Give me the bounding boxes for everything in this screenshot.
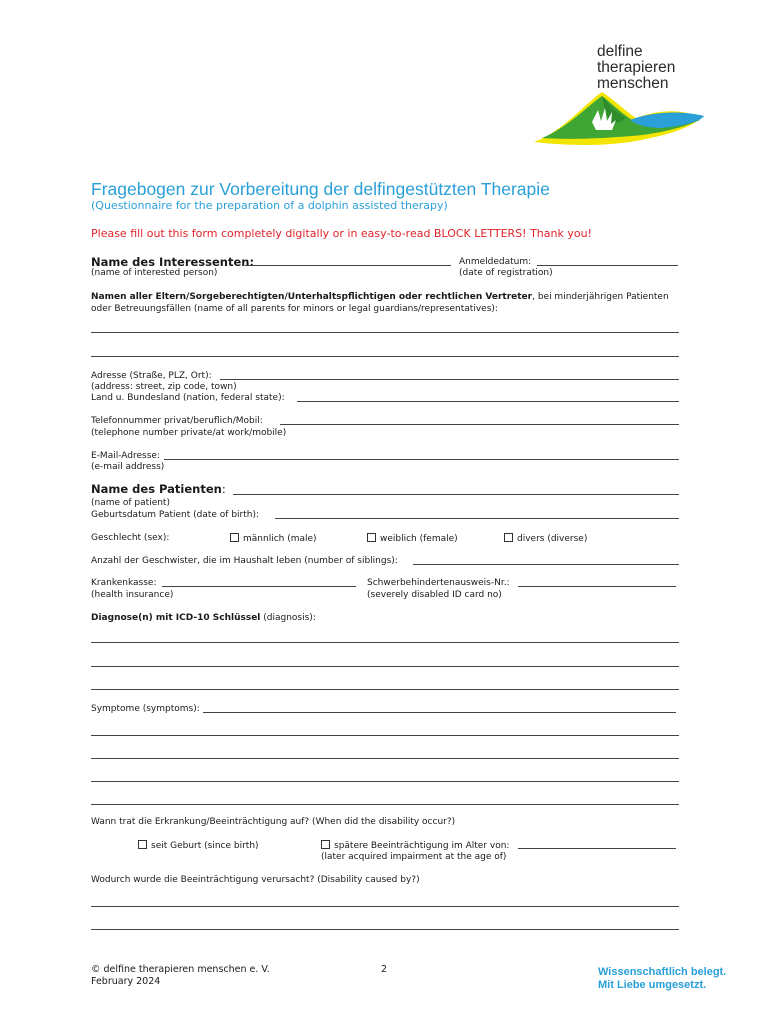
patient-name-sub: (name of patient) bbox=[91, 498, 170, 508]
dob-field[interactable] bbox=[275, 518, 679, 519]
logo-line-2: therapieren bbox=[597, 59, 676, 76]
onset-option-birth[interactable] bbox=[138, 840, 259, 852]
email-field[interactable] bbox=[164, 459, 679, 460]
registration-date-field[interactable] bbox=[537, 265, 678, 266]
diverse-checkbox[interactable] bbox=[504, 533, 513, 542]
parents-field-1[interactable] bbox=[91, 332, 679, 333]
logo-line-1: delfine bbox=[597, 43, 643, 60]
disabled-id-label: Schwerbehindertenausweis-Nr.: bbox=[367, 578, 510, 588]
interested-name-field[interactable] bbox=[245, 265, 451, 266]
diagnosis-field-3[interactable] bbox=[91, 689, 679, 690]
fill-instruction: Please fill out this form completely digitally or in easy-to-read BLOCK LETTERS! Thank you! bbox=[91, 227, 592, 240]
diagnosis-label-bold: Diagnose(n) mit ICD-10 Schlüssel bbox=[91, 613, 261, 623]
footer-copyright: © delfine therapieren menschen e. V. bbox=[91, 964, 270, 975]
patient-name-label bbox=[91, 483, 226, 496]
dob-label: Geburtsdatum Patient (date of birth): bbox=[91, 510, 260, 520]
insurance-sub: (health insurance) bbox=[91, 590, 174, 600]
state-field[interactable] bbox=[297, 401, 679, 402]
siblings-label: Anzahl der Geschwister, die im Haushalt leben (number of siblings): bbox=[91, 556, 398, 566]
page-subtitle: (Questionnaire for the preparation of a dolphin assisted therapy) bbox=[91, 199, 448, 212]
address-field[interactable] bbox=[220, 379, 679, 380]
parents-label bbox=[91, 292, 669, 303]
slogan-line-2: Mit Liebe umgesetzt. bbox=[598, 979, 707, 991]
interested-name-sub: (name of interested person) bbox=[91, 268, 218, 278]
symptoms-label: Symptome (symptoms): bbox=[91, 704, 200, 714]
onset-later-sub: (later acquired impairment at the age of) bbox=[321, 852, 507, 862]
female-checkbox[interactable] bbox=[367, 533, 376, 542]
email-label: E-Mail-Adresse: bbox=[91, 451, 160, 461]
slogan-line-1: Wissenschaftlich belegt. bbox=[598, 966, 727, 978]
symptoms-field-0[interactable] bbox=[203, 712, 676, 713]
cause-question: Wodurch wurde die Beeinträchtigung verursacht? (Disability caused by?) bbox=[91, 875, 420, 885]
birth-label: seit Geburt (since birth) bbox=[151, 841, 259, 851]
interested-name-label: Name des Interessenten: bbox=[91, 255, 255, 269]
cause-field-1[interactable] bbox=[91, 906, 679, 907]
onset-option-later[interactable] bbox=[321, 840, 509, 852]
patient-name-colon: : bbox=[221, 482, 226, 496]
dolphin-logo-icon bbox=[532, 88, 712, 154]
male-checkbox[interactable] bbox=[230, 533, 239, 542]
page-title: Fragebogen zur Vorbereitung der delfingestützten Therapie bbox=[91, 179, 550, 199]
male-label: männlich (male) bbox=[243, 534, 317, 544]
parents-label-line2: oder Betreuungsfällen (name of all parents for minors or legal guardians/representatives): bbox=[91, 304, 498, 314]
symptoms-field-2[interactable] bbox=[91, 758, 679, 759]
registration-date-sub: (date of registration) bbox=[459, 268, 553, 278]
address-sub: (address: street, zip code, town) bbox=[91, 382, 237, 392]
footer-left bbox=[91, 964, 270, 988]
state-label: Land u. Bundesland (nation, federal state): bbox=[91, 393, 285, 403]
sex-option-diverse[interactable] bbox=[504, 533, 587, 545]
diverse-label: divers (diverse) bbox=[517, 534, 588, 544]
symptoms-field-1[interactable] bbox=[91, 735, 679, 736]
logo-line-3: menschen bbox=[597, 75, 669, 92]
disabled-id-field[interactable] bbox=[518, 586, 676, 587]
female-label: weiblich (female) bbox=[380, 534, 458, 544]
phone-sub: (telephone number private/at work/mobile) bbox=[91, 428, 287, 438]
onset-question: Wann trat die Erkrankung/Beeinträchtigung auf? (When did the disability occur?) bbox=[91, 817, 456, 827]
later-label: spätere Beeinträchtigung im Alter von: bbox=[334, 841, 510, 851]
sex-label: Geschlecht (sex): bbox=[91, 533, 170, 543]
onset-age-field[interactable] bbox=[518, 848, 676, 849]
symptoms-field-3[interactable] bbox=[91, 781, 679, 782]
diagnosis-field-1[interactable] bbox=[91, 642, 679, 643]
diagnosis-label bbox=[91, 613, 316, 624]
page-number: 2 bbox=[381, 964, 388, 975]
cause-field-2[interactable] bbox=[91, 929, 679, 930]
phone-field[interactable] bbox=[280, 424, 679, 425]
disabled-id-sub: (severely disabled ID card no) bbox=[367, 590, 502, 600]
insurance-field[interactable] bbox=[162, 586, 356, 587]
logo-wordmark bbox=[597, 44, 675, 92]
address-label: Adresse (Straße, PLZ, Ort): bbox=[91, 371, 212, 381]
sex-option-female[interactable] bbox=[367, 533, 458, 545]
symptoms-field-4[interactable] bbox=[91, 804, 679, 805]
patient-name-label-text: Name des Patienten bbox=[91, 482, 222, 496]
parents-field-2[interactable] bbox=[91, 356, 679, 357]
diagnosis-field-2[interactable] bbox=[91, 666, 679, 667]
siblings-field[interactable] bbox=[413, 564, 679, 565]
email-sub: (e-mail address) bbox=[91, 462, 165, 472]
sex-option-male[interactable] bbox=[230, 533, 317, 545]
patient-name-field[interactable] bbox=[233, 494, 679, 495]
phone-label: Telefonnummer privat/beruflich/Mobil: bbox=[91, 416, 263, 426]
parents-label-rest: , bei minderjährigen Patienten bbox=[532, 292, 669, 302]
insurance-label: Krankenkasse: bbox=[91, 578, 157, 588]
parents-label-bold: Namen aller Eltern/Sorgeberechtigten/Unterhaltspflichtigen oder rechtlichen Vertreter bbox=[91, 292, 533, 302]
footer-slogan bbox=[598, 966, 726, 992]
diagnosis-label-rest: (diagnosis): bbox=[260, 613, 316, 623]
registration-date-label: Anmeldedatum: bbox=[459, 257, 532, 267]
later-checkbox[interactable] bbox=[321, 840, 330, 849]
birth-checkbox[interactable] bbox=[138, 840, 147, 849]
footer-date: February 2024 bbox=[91, 976, 161, 987]
